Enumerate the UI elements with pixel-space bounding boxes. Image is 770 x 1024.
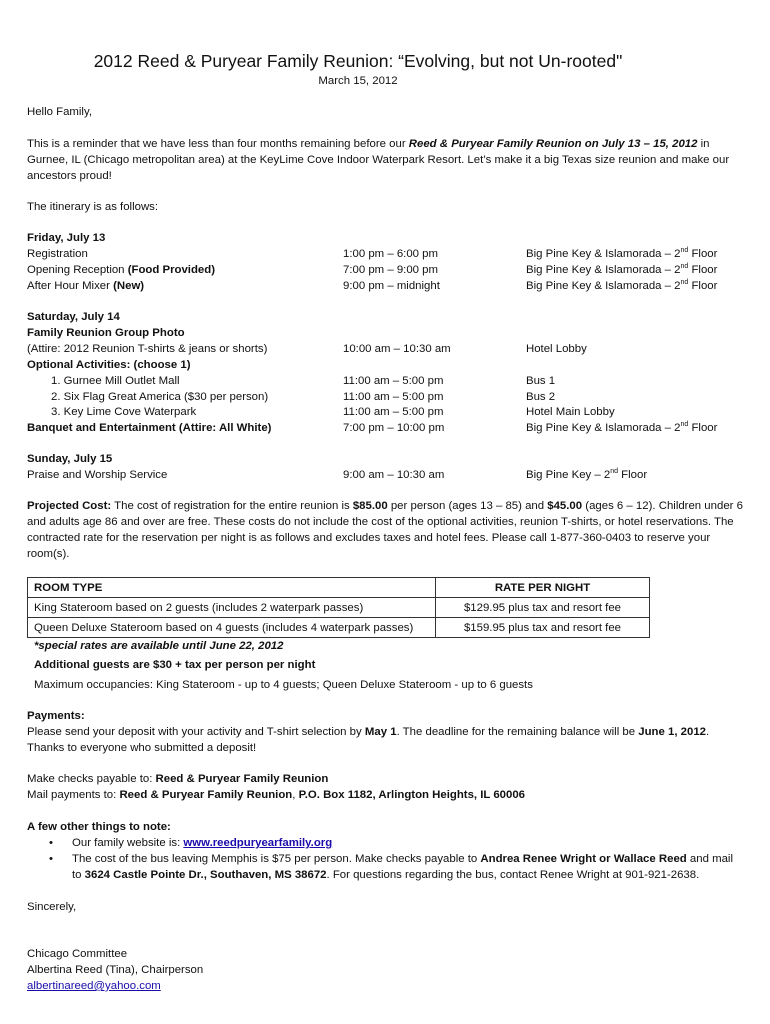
itinerary-row: 1. Gurnee Mill Outlet Mall 11:00 am – 5:00 pm Bus 1: [51, 375, 556, 387]
friday-heading: Friday, July 13: [27, 232, 106, 244]
signature-email-line: [27, 978, 743, 994]
signature-committee: Chicago Committee: [27, 948, 128, 960]
table-cell: $159.95 plus tax and resort fee: [436, 618, 650, 638]
additional-guests-note: Additional guests are $30 + tax per person per night: [34, 659, 316, 671]
signature-name: Albertina Reed (Tina), Chairperson: [27, 964, 204, 976]
closing: Sincerely,: [27, 901, 77, 913]
projected-cost-paragraph: Projected Cost: The cost of registration for the entire reunion is $85.00 per person (ages 13 – 85) and $45.00 (ages 6 – 12). Children under 6 and adults age 86 and over are free. These costs do not include the cost of the optional activities, reunion T-shirts, or hotel reservations. The contracted rate for the reservation per night is as follows and excludes taxes and hotel fees. Please call 1-877-360-0403 to reserve your room(s).: [27, 500, 743, 560]
sunday-heading: Sunday, July 15: [27, 453, 113, 465]
bullet-icon: •: [49, 853, 53, 865]
optional-activities-heading: Optional Activities: (choose 1): [27, 359, 191, 371]
table-cell: $129.95 plus tax and resort fee: [436, 598, 650, 618]
document-title: 2012 Reed & Puryear Family Reunion: “Evolving, but not Un-rooted": [93, 51, 623, 71]
rate-header: RATE PER NIGHT: [436, 578, 650, 598]
family-website-link[interactable]: www.reedpuryearfamily.org: [183, 837, 333, 849]
payments-paragraph: Please send your deposit with your activity and T-shirt selection by May 1. The deadline for the remaining balance will be June 1, 2012.: [27, 726, 710, 738]
table-cell: King Stateroom based on 2 guests (includes 2 waterpark passes): [28, 598, 436, 618]
special-rates-note: *special rates are available until June 22, 2012: [34, 640, 284, 652]
notes-heading: A few other things to note:: [27, 821, 171, 833]
group-photo-heading: Family Reunion Group Photo: [27, 327, 185, 339]
mail-payments-line: Mail payments to: Reed & Puryear Family Reunion, P.O. Box 1182, Arlington Heights, IL 60006: [27, 789, 526, 801]
event-name: Reed & Puryear Family Reunion on July 13 – 15, 2012: [408, 138, 698, 150]
table-row: [28, 598, 650, 618]
greeting: Hello Family,: [27, 106, 92, 118]
itinerary-row: (Attire: 2012 Reunion T-shirts & jeans or shorts) 10:00 am – 10:30 am Hotel Lobby: [27, 343, 587, 355]
itinerary-row: Praise and Worship Service 9:00 am – 10:30 am Big Pine Key – 2nd Floor: [27, 468, 648, 481]
checks-payable-line: Make checks payable to: Reed & Puryear Family Reunion: [27, 773, 329, 785]
itinerary-row: Registration 1:00 pm – 6:00 pm Big Pine Key & Islamorada – 2nd Floor: [27, 247, 718, 260]
saturday-heading: Saturday, July 14: [27, 311, 120, 323]
thanks-line: Thanks to everyone who submitted a deposit!: [27, 742, 257, 754]
itinerary-row: Opening Reception (Food Provided) 7:00 pm – 9:00 pm Big Pine Key & Islamorada – 2nd Floor: [27, 263, 718, 276]
table-row: [28, 618, 650, 638]
document-date: March 15, 2012: [318, 75, 398, 87]
itinerary-row: 3. Key Lime Cove Waterpark 11:00 am – 5:00 pm Hotel Main Lobby: [51, 406, 615, 418]
itinerary-row: 2. Six Flag Great America ($30 per person) 11:00 am – 5:00 pm Bus 2: [51, 391, 556, 403]
bullet-icon: •: [49, 837, 53, 849]
table-cell: Queen Deluxe Stateroom based on 4 guests (includes 4 waterpark passes): [28, 618, 436, 638]
table-header-row: [28, 578, 650, 598]
itinerary-row: Banquet and Entertainment (Attire: All White) 7:00 pm – 10:00 pm Big Pine Key & Islamorada – 2nd Floor: [27, 421, 718, 434]
intro-paragraph: This is a reminder that we have less than four months remaining before our Reed & Puryear Family Reunion on July 13 – 15, 2012 in Gurnee, IL (Chicago metropolitan area) at the KeyLime Cove Indoor Waterpark Resort. Let’s make it a big Texas size reunion and make our ancestors proud!: [27, 138, 730, 182]
payments-heading: Payments:: [27, 710, 85, 722]
itinerary-intro: The itinerary is as follows:: [27, 201, 159, 213]
email-link[interactable]: albertinareed@yahoo.com: [27, 980, 161, 992]
itinerary-row: After Hour Mixer (New) 9:00 pm – midnight Big Pine Key & Islamorada – 2nd Floor: [27, 279, 718, 292]
room-type-header: ROOM TYPE: [28, 578, 436, 598]
max-occupancy-note: Maximum occupancies: King Stateroom - up to 4 guests; Queen Deluxe Stateroom - up to 6 guests: [34, 679, 533, 691]
room-rates-table: [27, 577, 650, 638]
